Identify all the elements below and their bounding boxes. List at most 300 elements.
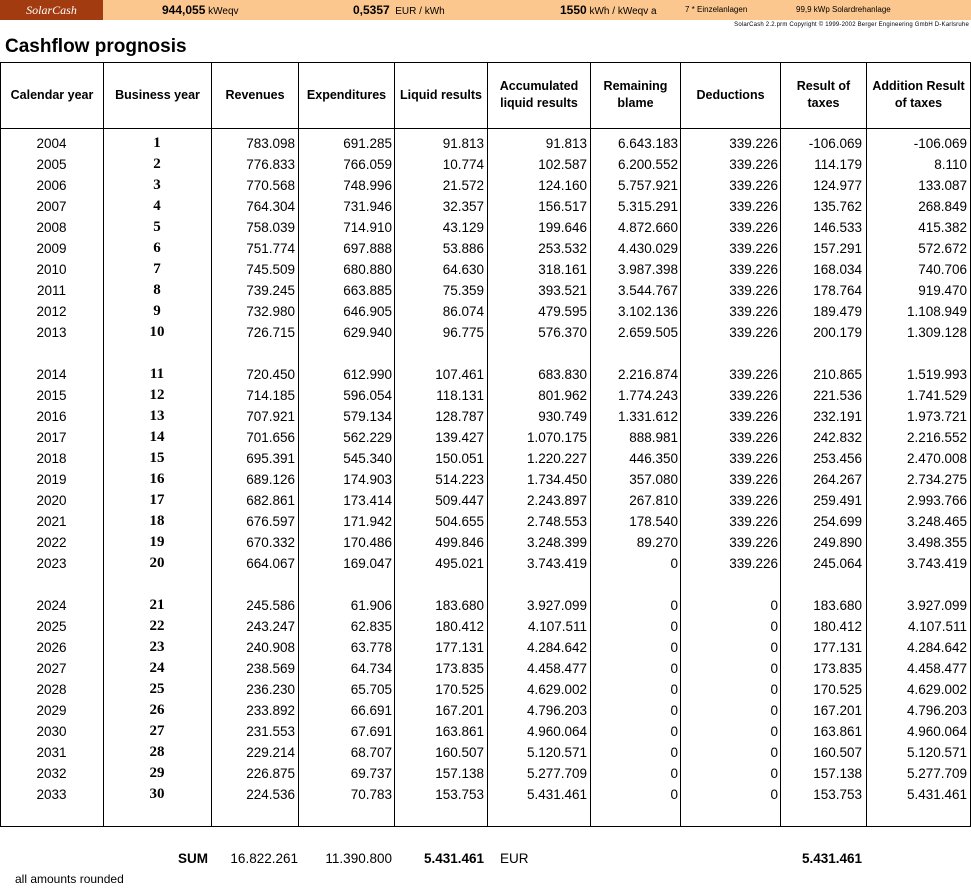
- cell-deductions: 0: [770, 766, 778, 781]
- cell-addition-result-of-taxes: 740.706: [918, 262, 967, 277]
- cell-accumulated-liquid-results: 4.284.642: [526, 640, 587, 655]
- cell-remaining-blame: 0: [670, 745, 678, 760]
- cell-business-year: 29: [149, 765, 165, 781]
- cell-business-year: 26: [149, 702, 165, 718]
- cell-remaining-blame: 3.544.767: [617, 283, 678, 298]
- cell-remaining-blame: 89.270: [636, 535, 678, 550]
- copyright-notice: SolarCash 2.2.prm Copyright © 1999-2002 Berger Engineering GmbH D-Karlsruhe: [734, 22, 969, 28]
- cell-revenues: 764.304: [246, 199, 295, 214]
- cell-remaining-blame: 2.659.505: [617, 325, 678, 340]
- cell-deductions: 339.226: [729, 178, 778, 193]
- cell-deductions: 0: [770, 598, 778, 613]
- cell-addition-result-of-taxes: 2.993.766: [906, 493, 967, 508]
- cell-deductions: 0: [770, 745, 778, 760]
- cell-remaining-blame: 0: [670, 598, 678, 613]
- cell-expenditures: 70.783: [350, 787, 392, 802]
- price-readout: [353, 0, 445, 22]
- sum-expenditures: 11.390.800: [325, 851, 392, 866]
- cell-result-of-taxes: 146.533: [813, 220, 862, 235]
- power-unit: kWeqv: [208, 6, 239, 17]
- cell-deductions: 0: [770, 661, 778, 676]
- header-calendar-year: Calendar year: [10, 87, 94, 102]
- cell-business-year: 28: [149, 744, 165, 760]
- rounding-note: all amounts rounded: [15, 872, 124, 886]
- cell-deductions: 339.226: [729, 262, 778, 277]
- cell-accumulated-liquid-results: 930.749: [538, 409, 587, 424]
- cell-calendar-year: 2021: [36, 514, 67, 529]
- cell-addition-result-of-taxes: 3.248.465: [906, 514, 967, 529]
- cell-deductions: 339.226: [729, 430, 778, 445]
- cell-accumulated-liquid-results: 4.458.477: [526, 661, 587, 676]
- sum-currency: EUR: [500, 851, 529, 866]
- cell-calendar-year: 2013: [36, 325, 67, 340]
- cell-expenditures: 170.486: [343, 535, 392, 550]
- header-liquid-results: Liquid results: [400, 87, 482, 102]
- cell-addition-result-of-taxes: 268.849: [918, 199, 967, 214]
- cell-remaining-blame: 6.200.552: [617, 157, 678, 172]
- cell-calendar-year: 2004: [36, 136, 67, 151]
- cell-remaining-blame: 3.102.136: [617, 304, 678, 319]
- cell-remaining-blame: 6.643.183: [617, 136, 678, 151]
- cell-liquid-results: 183.680: [435, 598, 484, 613]
- cell-calendar-year: 2018: [36, 451, 67, 466]
- cell-accumulated-liquid-results: 124.160: [538, 178, 587, 193]
- header-remaining-blame: Remaining blame: [603, 79, 668, 110]
- cell-deductions: 339.226: [729, 556, 778, 571]
- cell-expenditures: 173.414: [343, 493, 392, 508]
- cell-liquid-results: 107.461: [435, 367, 484, 382]
- cell-calendar-year: 2030: [36, 724, 67, 739]
- cell-result-of-taxes: 157.291: [813, 241, 862, 256]
- header-addition-result-of-taxes: Addition Result of taxes: [872, 79, 965, 110]
- cell-result-of-taxes: 170.525: [813, 682, 862, 697]
- cell-addition-result-of-taxes: 2.734.275: [906, 472, 967, 487]
- cell-remaining-blame: 1.331.612: [617, 409, 678, 424]
- cell-revenues: 701.656: [246, 430, 295, 445]
- cell-liquid-results: 86.074: [442, 304, 484, 319]
- cell-liquid-results: 43.129: [442, 220, 484, 235]
- cell-accumulated-liquid-results: 683.830: [538, 367, 587, 382]
- cell-revenues: 739.245: [246, 283, 295, 298]
- header-deductions: Deductions: [696, 87, 765, 102]
- cell-result-of-taxes: 249.890: [813, 535, 862, 550]
- cell-business-year: 23: [149, 639, 165, 655]
- cell-revenues: 695.391: [246, 451, 295, 466]
- cell-expenditures: 69.737: [350, 766, 392, 781]
- cell-business-year: 12: [149, 387, 165, 403]
- yield-readout: [560, 0, 657, 22]
- cell-deductions: 0: [770, 619, 778, 634]
- cell-deductions: 339.226: [729, 157, 778, 172]
- cell-remaining-blame: 1.774.243: [617, 388, 678, 403]
- cell-deductions: 0: [770, 724, 778, 739]
- cell-calendar-year: 2014: [36, 367, 67, 382]
- cell-calendar-year: 2011: [36, 283, 67, 298]
- cell-revenues: 751.774: [246, 241, 295, 256]
- cell-remaining-blame: 4.430.029: [617, 241, 678, 256]
- cell-revenues: 240.908: [246, 640, 295, 655]
- cell-expenditures: 67.691: [350, 724, 392, 739]
- cell-calendar-year: 2025: [36, 619, 67, 634]
- cell-remaining-blame: 0: [670, 682, 678, 697]
- cell-remaining-blame: 267.810: [629, 493, 678, 508]
- cell-revenues: 776.833: [246, 157, 295, 172]
- cell-result-of-taxes: 232.191: [813, 409, 862, 424]
- yield-unit: kWh / kWeqv a: [589, 6, 657, 17]
- cell-addition-result-of-taxes: 415.382: [918, 220, 967, 235]
- cell-accumulated-liquid-results: 801.962: [538, 388, 587, 403]
- cell-accumulated-liquid-results: 199.646: [538, 220, 587, 235]
- cell-addition-result-of-taxes: 5.120.571: [906, 745, 967, 760]
- cell-accumulated-liquid-results: 1.070.175: [526, 430, 587, 445]
- cell-result-of-taxes: 135.762: [813, 199, 862, 214]
- cell-revenues: 720.450: [246, 367, 295, 382]
- cell-liquid-results: 177.131: [435, 640, 484, 655]
- cell-calendar-year: 2028: [36, 682, 67, 697]
- cell-addition-result-of-taxes: 572.672: [918, 241, 967, 256]
- cell-result-of-taxes: 180.412: [813, 619, 862, 634]
- cell-accumulated-liquid-results: 3.743.419: [526, 556, 587, 571]
- cell-result-of-taxes: 114.179: [814, 157, 862, 172]
- cell-remaining-blame: 0: [670, 703, 678, 718]
- cell-calendar-year: 2020: [36, 493, 67, 508]
- cell-business-year: 18: [149, 513, 165, 529]
- cell-revenues: 783.098: [246, 136, 295, 151]
- sum-liquid-results: 5.431.461: [423, 851, 484, 866]
- cell-accumulated-liquid-results: 156.517: [538, 199, 587, 214]
- cell-calendar-year: 2015: [36, 388, 67, 403]
- cell-remaining-blame: 3.987.398: [617, 262, 678, 277]
- cell-result-of-taxes: 178.764: [813, 283, 862, 298]
- cell-calendar-year: 2026: [36, 640, 67, 655]
- cell-calendar-year: 2007: [36, 199, 67, 214]
- cell-liquid-results: 514.223: [435, 472, 484, 487]
- cell-addition-result-of-taxes: 4.629.002: [906, 682, 967, 697]
- cell-expenditures: 174.903: [343, 472, 392, 487]
- cell-revenues: 682.861: [246, 493, 295, 508]
- cell-liquid-results: 153.753: [435, 787, 484, 802]
- cell-liquid-results: 53.886: [442, 241, 484, 256]
- cell-revenues: 243.247: [246, 619, 295, 634]
- cell-revenues: 664.067: [246, 556, 295, 571]
- cell-remaining-blame: 0: [670, 640, 678, 655]
- cell-liquid-results: 167.201: [435, 703, 484, 718]
- cell-revenues: 229.214: [246, 745, 295, 760]
- cell-liquid-results: 96.775: [442, 325, 484, 340]
- cell-business-year: 1: [153, 135, 161, 151]
- cell-accumulated-liquid-results: 3.248.399: [526, 535, 587, 550]
- cell-liquid-results: 118.131: [436, 388, 484, 403]
- cell-revenues: 226.875: [246, 766, 295, 781]
- cell-calendar-year: 2010: [36, 262, 67, 277]
- cell-business-year: 27: [149, 723, 165, 739]
- cell-accumulated-liquid-results: 91.813: [545, 136, 587, 151]
- cell-result-of-taxes: 189.479: [813, 304, 862, 319]
- cell-revenues: 732.980: [246, 304, 295, 319]
- cell-liquid-results: 160.507: [435, 745, 484, 760]
- cell-business-year: 13: [149, 408, 165, 424]
- cell-liquid-results: 32.357: [442, 199, 484, 214]
- cell-result-of-taxes: 183.680: [813, 598, 862, 613]
- cell-expenditures: 612.990: [343, 367, 392, 382]
- cell-accumulated-liquid-results: 3.927.099: [526, 598, 587, 613]
- cell-result-of-taxes: 221.536: [813, 388, 862, 403]
- cell-remaining-blame: 4.872.660: [617, 220, 678, 235]
- cell-liquid-results: 139.427: [435, 430, 484, 445]
- header-revenues: Revenues: [225, 87, 285, 102]
- cell-revenues: 745.509: [246, 262, 295, 277]
- cell-addition-result-of-taxes: 3.498.355: [906, 535, 967, 550]
- cell-business-year: 15: [149, 450, 165, 466]
- cell-liquid-results: 163.861: [435, 724, 484, 739]
- cell-calendar-year: 2033: [36, 787, 67, 802]
- cell-deductions: 339.226: [729, 409, 778, 424]
- cell-expenditures: 596.054: [343, 388, 392, 403]
- cell-accumulated-liquid-results: 393.521: [538, 283, 587, 298]
- cell-business-year: 30: [149, 786, 165, 802]
- cell-deductions: 339.226: [729, 493, 778, 508]
- cell-calendar-year: 2029: [36, 703, 67, 718]
- row-divider: [0, 826, 971, 827]
- cell-remaining-blame: 446.350: [629, 451, 678, 466]
- cell-expenditures: 714.910: [343, 220, 392, 235]
- cell-deductions: 339.226: [729, 388, 778, 403]
- cell-business-year: 17: [149, 492, 165, 508]
- cell-calendar-year: 2019: [36, 472, 67, 487]
- cell-calendar-year: 2005: [36, 157, 67, 172]
- cell-accumulated-liquid-results: 102.587: [538, 157, 587, 172]
- header-expenditures: Expenditures: [306, 87, 387, 102]
- cell-remaining-blame: 888.981: [629, 430, 678, 445]
- cell-expenditures: 691.285: [343, 136, 392, 151]
- cell-liquid-results: 150.051: [435, 451, 484, 466]
- cell-accumulated-liquid-results: 318.161: [538, 262, 587, 277]
- cell-remaining-blame: 0: [670, 619, 678, 634]
- cell-liquid-results: 495.021: [435, 556, 484, 571]
- cell-expenditures: 663.885: [343, 283, 392, 298]
- cell-deductions: 0: [770, 682, 778, 697]
- cell-accumulated-liquid-results: 2.748.553: [526, 514, 587, 529]
- cell-addition-result-of-taxes: 133.087: [918, 178, 967, 193]
- cell-result-of-taxes: 264.267: [813, 472, 862, 487]
- cell-remaining-blame: 357.080: [629, 472, 678, 487]
- cell-deductions: 0: [770, 787, 778, 802]
- cell-business-year: 4: [153, 198, 161, 214]
- cell-expenditures: 545.340: [343, 451, 392, 466]
- cell-result-of-taxes: 157.138: [813, 766, 862, 781]
- cell-expenditures: 680.880: [343, 262, 392, 277]
- cell-business-year: 2: [153, 156, 161, 172]
- cell-liquid-results: 91.813: [442, 136, 484, 151]
- cell-business-year: 22: [149, 618, 165, 634]
- cell-deductions: 339.226: [729, 367, 778, 382]
- cell-remaining-blame: 5.757.921: [617, 178, 678, 193]
- cell-result-of-taxes: 173.835: [813, 661, 862, 676]
- cell-business-year: 3: [153, 177, 161, 193]
- cell-accumulated-liquid-results: 1.220.227: [526, 451, 587, 466]
- sum-label: SUM: [178, 851, 208, 866]
- cell-addition-result-of-taxes: 3.927.099: [906, 598, 967, 613]
- cell-calendar-year: 2022: [36, 535, 67, 550]
- cell-deductions: 339.226: [729, 451, 778, 466]
- yield-value: 1550: [560, 3, 587, 17]
- cell-liquid-results: 64.630: [442, 262, 484, 277]
- cell-calendar-year: 2008: [36, 220, 67, 235]
- cell-result-of-taxes: 160.507: [813, 745, 862, 760]
- cell-liquid-results: 21.572: [442, 178, 484, 193]
- cell-deductions: 339.226: [729, 514, 778, 529]
- cell-accumulated-liquid-results: 5.120.571: [526, 745, 587, 760]
- sum-result-of-taxes: 5.431.461: [801, 851, 862, 866]
- cell-liquid-results: 128.787: [435, 409, 484, 424]
- cell-deductions: 339.226: [729, 325, 778, 340]
- system-label: 99,9 kWp Solardrehanlage: [796, 5, 891, 14]
- price-value: 0,5357: [353, 3, 390, 17]
- cell-expenditures: 63.778: [350, 640, 392, 655]
- cell-result-of-taxes: 167.201: [813, 703, 862, 718]
- cell-calendar-year: 2032: [36, 766, 67, 781]
- cell-accumulated-liquid-results: 4.107.511: [527, 619, 587, 634]
- cell-remaining-blame: 5.315.291: [617, 199, 678, 214]
- cell-accumulated-liquid-results: 5.277.709: [526, 766, 587, 781]
- cell-business-year: 11: [149, 366, 165, 382]
- cell-addition-result-of-taxes: 3.743.419: [906, 556, 967, 571]
- cell-expenditures: 171.942: [343, 514, 392, 529]
- cell-revenues: 689.126: [246, 472, 295, 487]
- cell-liquid-results: 173.835: [435, 661, 484, 676]
- cell-deductions: 339.226: [729, 283, 778, 298]
- cell-deductions: 339.226: [729, 136, 778, 151]
- cell-expenditures: 748.996: [343, 178, 392, 193]
- top-info-bar: [0, 0, 971, 20]
- cell-addition-result-of-taxes: 5.431.461: [906, 787, 967, 802]
- header-business-year: Business year: [115, 87, 200, 102]
- cell-calendar-year: 2023: [36, 556, 67, 571]
- cell-remaining-blame: 0: [670, 787, 678, 802]
- cell-result-of-taxes: 153.753: [813, 787, 862, 802]
- cell-accumulated-liquid-results: 4.960.064: [526, 724, 587, 739]
- cell-addition-result-of-taxes: 4.960.064: [906, 724, 967, 739]
- cell-liquid-results: 180.412: [435, 619, 484, 634]
- cell-remaining-blame: 0: [670, 766, 678, 781]
- cell-business-year: 6: [153, 240, 161, 256]
- cell-result-of-taxes: 163.861: [813, 724, 862, 739]
- cell-expenditures: 579.134: [343, 409, 392, 424]
- cell-result-of-taxes: 124.977: [813, 178, 862, 193]
- solarcash-logo: SolarCash: [0, 0, 103, 20]
- cell-addition-result-of-taxes: 919.470: [918, 283, 967, 298]
- cell-expenditures: 64.734: [350, 661, 392, 676]
- cell-revenues: 676.597: [246, 514, 295, 529]
- cell-accumulated-liquid-results: 4.796.203: [526, 703, 587, 718]
- cell-revenues: 224.536: [246, 787, 295, 802]
- cell-revenues: 233.892: [246, 703, 295, 718]
- cell-addition-result-of-taxes: 4.796.203: [906, 703, 967, 718]
- cell-result-of-taxes: -106.069: [808, 136, 862, 151]
- cell-accumulated-liquid-results: 4.629.002: [526, 682, 587, 697]
- cell-expenditures: 66.691: [350, 703, 392, 718]
- cell-remaining-blame: 0: [670, 556, 678, 571]
- cell-expenditures: 61.906: [350, 598, 392, 613]
- cell-revenues: 758.039: [246, 220, 295, 235]
- cell-accumulated-liquid-results: 253.532: [538, 241, 587, 256]
- cell-addition-result-of-taxes: 4.107.511: [907, 619, 967, 634]
- cell-business-year: 21: [149, 597, 165, 613]
- cell-liquid-results: 499.846: [435, 535, 484, 550]
- cell-liquid-results: 509.447: [435, 493, 484, 508]
- cell-result-of-taxes: 242.832: [813, 430, 862, 445]
- cell-revenues: 726.715: [246, 325, 295, 340]
- cell-result-of-taxes: 253.456: [813, 451, 862, 466]
- cell-expenditures: 646.905: [343, 304, 392, 319]
- cell-remaining-blame: 178.540: [629, 514, 678, 529]
- cell-result-of-taxes: 210.865: [813, 367, 862, 382]
- cell-liquid-results: 75.359: [442, 283, 484, 298]
- cell-deductions: 339.226: [729, 472, 778, 487]
- cell-calendar-year: 2012: [36, 304, 67, 319]
- cell-addition-result-of-taxes: 1.741.529: [906, 388, 967, 403]
- cell-calendar-year: 2006: [36, 178, 67, 193]
- cell-deductions: 339.226: [729, 535, 778, 550]
- cell-calendar-year: 2031: [36, 745, 67, 760]
- cell-business-year: 10: [149, 324, 165, 340]
- cell-remaining-blame: 0: [670, 661, 678, 676]
- cell-deductions: 0: [770, 703, 778, 718]
- cell-calendar-year: 2027: [36, 661, 67, 676]
- cell-deductions: 339.226: [729, 199, 778, 214]
- cell-business-year: 19: [149, 534, 165, 550]
- cell-addition-result-of-taxes: 1.309.128: [906, 325, 967, 340]
- cell-business-year: 7: [153, 261, 161, 277]
- cell-expenditures: 65.705: [350, 682, 392, 697]
- cell-business-year: 16: [149, 471, 165, 487]
- cell-addition-result-of-taxes: 5.277.709: [906, 766, 967, 781]
- cell-expenditures: 62.835: [350, 619, 392, 634]
- power-value: 944,055: [162, 3, 206, 17]
- cell-accumulated-liquid-results: 479.595: [538, 304, 587, 319]
- cell-deductions: 0: [770, 640, 778, 655]
- cell-addition-result-of-taxes: 1.973.721: [906, 409, 967, 424]
- cell-accumulated-liquid-results: 1.734.450: [526, 472, 587, 487]
- sum-revenues: 16.822.261: [230, 851, 298, 866]
- cell-revenues: 707.921: [246, 409, 295, 424]
- cell-revenues: 245.586: [246, 598, 295, 613]
- page-title: Cashflow prognosis: [5, 36, 187, 57]
- header-result-of-taxes: Result of taxes: [796, 79, 851, 110]
- cell-result-of-taxes: 259.491: [813, 493, 862, 508]
- cell-result-of-taxes: 168.034: [813, 262, 862, 277]
- price-unit: EUR / kWh: [395, 6, 445, 17]
- cell-accumulated-liquid-results: 5.431.461: [526, 787, 587, 802]
- cell-liquid-results: 504.655: [435, 514, 484, 529]
- cell-revenues: 231.553: [246, 724, 295, 739]
- cell-accumulated-liquid-results: 2.243.897: [526, 493, 587, 508]
- header-accumulated-liquid-results: Accumulated liquid results: [499, 79, 579, 110]
- cell-addition-result-of-taxes: 1.108.949: [906, 304, 967, 319]
- cell-remaining-blame: 2.216.874: [617, 367, 678, 382]
- power-readout: [162, 0, 239, 22]
- cell-addition-result-of-taxes: 8.110: [934, 157, 967, 172]
- cell-business-year: 14: [149, 429, 165, 445]
- cell-expenditures: 169.047: [343, 556, 392, 571]
- cell-result-of-taxes: 177.131: [813, 640, 862, 655]
- cell-business-year: 24: [149, 660, 165, 676]
- cell-result-of-taxes: 200.179: [813, 325, 862, 340]
- cell-calendar-year: 2016: [36, 409, 67, 424]
- cell-expenditures: 731.946: [343, 199, 392, 214]
- cell-calendar-year: 2017: [36, 430, 67, 445]
- cell-liquid-results: 170.525: [435, 682, 484, 697]
